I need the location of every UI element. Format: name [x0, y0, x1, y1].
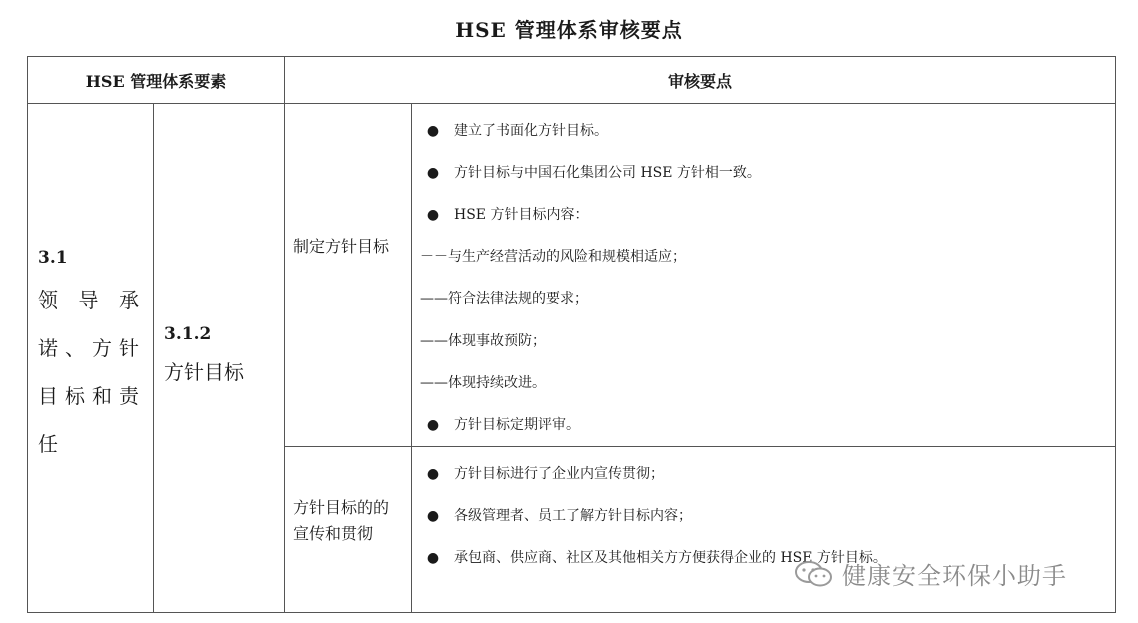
bullet-icon: ●: [426, 417, 440, 433]
section-label: 方针目标的的宣传和贯彻: [285, 447, 412, 613]
bullet-icon: ●: [426, 508, 440, 524]
watermark-text: 健康安全环保小助手: [842, 562, 1067, 590]
point-item: ● 承包商、供应商、社区及其他相关方方便获得企业的 HSE 方针目标。: [412, 537, 1115, 579]
point-item: ● 方针目标进行了企业内宣传贯彻；: [412, 453, 1115, 495]
header-element: HSE 管理体系要素: [28, 57, 285, 104]
section-label: 制定方针目标: [285, 104, 412, 447]
watermark: [792, 556, 1067, 591]
subelement-name: 方针目标: [164, 360, 244, 384]
point-item: ● 各级管理者、员工了解方针目标内容；: [412, 495, 1115, 537]
wechat-icon: [792, 559, 836, 589]
point-item: ● HSE 方针目标内容：: [412, 194, 1115, 236]
bullet-icon: ●: [426, 550, 440, 566]
point-item: ● 方针目标定期评审。: [412, 404, 1115, 446]
audit-table: [27, 56, 1116, 613]
subelement-number: 3.1.2: [164, 324, 212, 344]
page-title: HSE 管理体系审核要点: [455, 18, 683, 42]
section-points: [412, 104, 1116, 447]
point-subitem: －－与生产经营活动的风险和规模相适应；: [420, 249, 686, 265]
bullet-icon: ●: [426, 123, 440, 139]
bullet-icon: ●: [426, 466, 440, 482]
header-points: 审核要点: [285, 57, 1116, 104]
point-subitem: ——符合法律法规的要求；: [420, 291, 588, 307]
point-item: ● 方针目标与中国石化集团公司 HSE 方针相一致。: [412, 152, 1115, 194]
element-name: 领导承诺、方针目标和责任: [38, 288, 143, 456]
point-item: ● 建立了书面化方针目标。: [412, 110, 1115, 152]
element-cell: [28, 104, 154, 613]
point-subitem: ——体现事故预防；: [420, 333, 546, 349]
bullet-icon: ●: [426, 165, 440, 181]
element-number: 3.1: [38, 248, 68, 268]
bullet-icon: ●: [426, 207, 440, 223]
point-subitem: ——体现持续改进。: [420, 375, 546, 391]
subelement-cell: [154, 104, 285, 613]
